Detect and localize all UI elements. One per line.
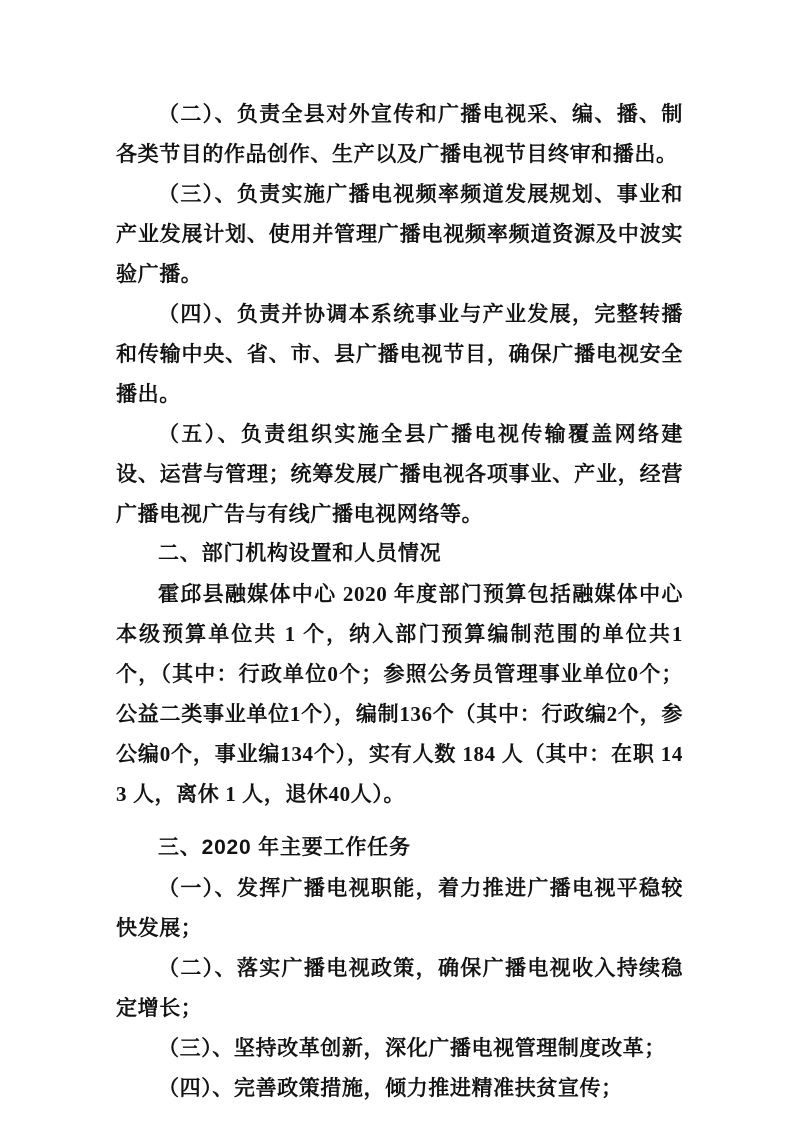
section-heading-tasks-2020: 三、2020 年主要工作任务 [158,836,411,859]
paragraph-duty-5: （五）、负责组织实施全县广播电视传输覆盖网络建设、运营与管理；统筹发展广播电视各项事业、产业，经营 广播电视广告与有线广播电视网络等。 [116,422,683,526]
paragraph-budget-units: 霍邱县融媒体中心 2020 年度部门预算包括融媒体中心本级预算单位共 1 个，纳入部门预算编制范围的单位共1个，（其中：行政单位0个；参照公务员管理事业单位0个；公益二类事业单位1个），编制136个（其中：行政编2个，参公编0个，事业编134个），实有人数 184 人（其中：在职 143 人，离休 1 人，退休40人）。 [116,582,683,806]
paragraph-task-3: （三）、坚持改革创新，深化广播电视管理制度改革； [158,1036,666,1060]
section-heading-organization: 二、部门机构设置和人员情况 [158,542,442,565]
paragraph-duty-3: （三）、负责实施广播电视频率频道发展规划、事业和产业发展计划、使用并管理广播电视频率频道资源及中波实验广播。 [116,182,683,286]
paragraph-duty-4: （四）、负责并协调本系统事业与产业发展，完整转播和传输中央、省、市、县广播电视节目，确保广播电视安全 播出。 [116,302,683,406]
document-body [116,94,683,1108]
paragraph-task-2: （二）、落实广播电视政策，确保广播电视收入持续稳定增长； [116,956,683,1020]
paragraph-task-4: （四）、完善政策措施，倾力推进精准扶贫宣传； [158,1076,623,1100]
paragraph-duty-2: （二）、负责全县对外宣传和广播电视采、编、播、制各类节目的作品创作、生产以及广播电视节目终审和播出。 [116,102,683,166]
paragraph-task-1: （一）、发挥广播电视职能，着力推进广播电视平稳较快发展； [116,876,683,940]
